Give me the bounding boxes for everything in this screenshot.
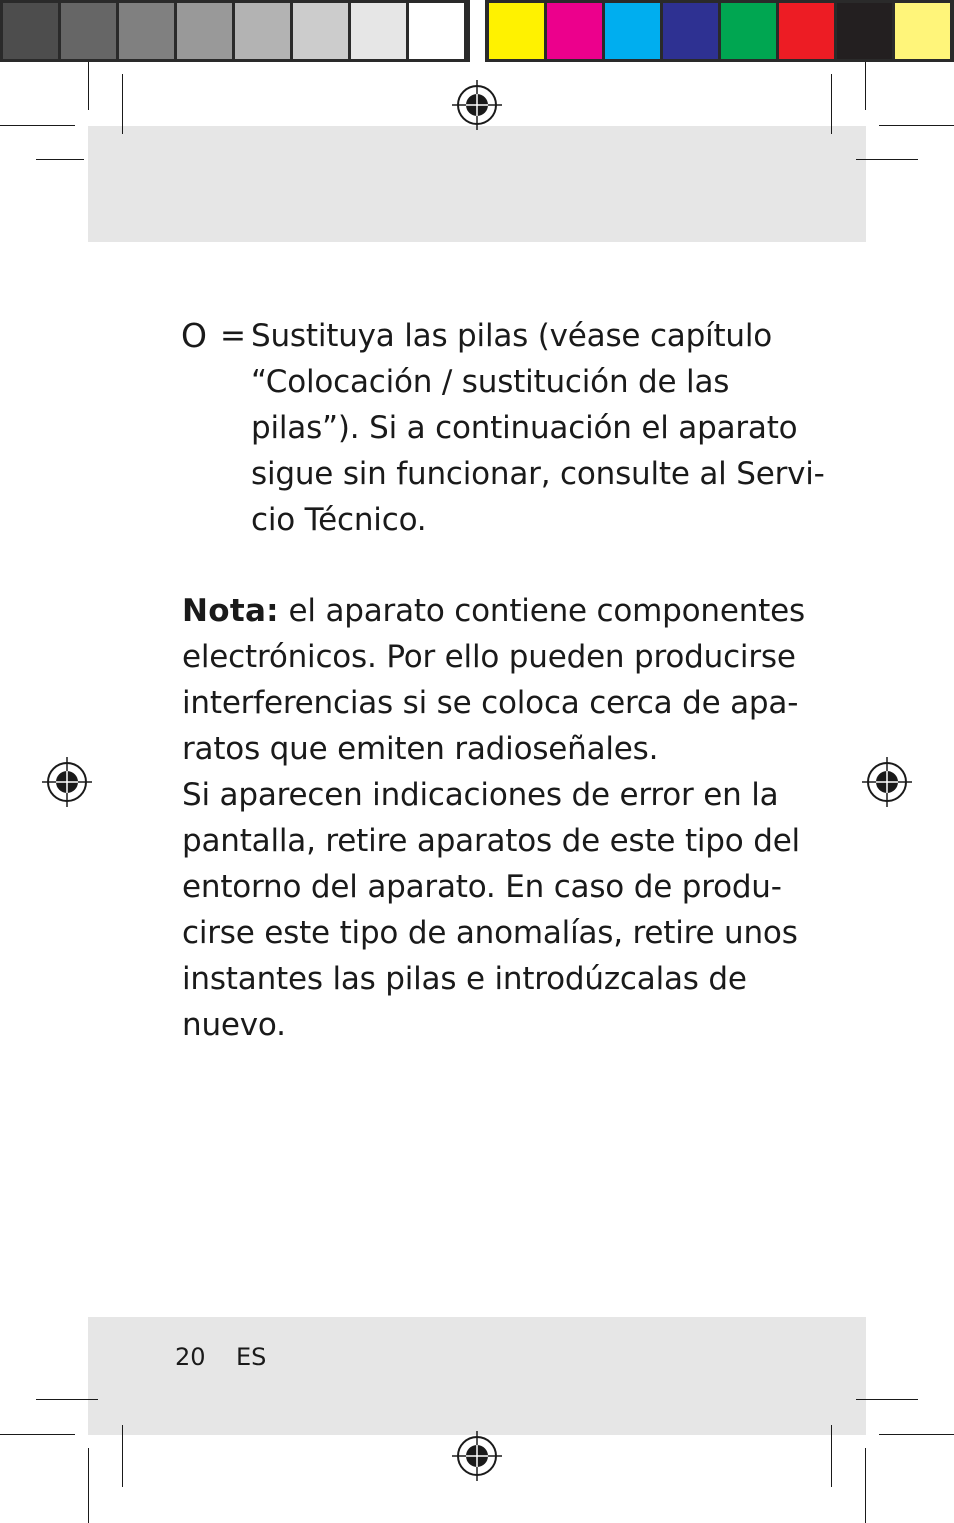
text-line: interferencias si se coloca cerca de apa-	[182, 685, 799, 721]
text-line: sigue sin funcionar, consulte al Servi-	[251, 456, 825, 492]
equals-sign: =	[220, 318, 246, 354]
footer-band	[88, 1317, 866, 1435]
crop-mark	[865, 62, 866, 110]
crop-mark	[88, 1448, 89, 1523]
gray-swatch	[177, 3, 232, 59]
text-line: entorno del aparato. En caso de produ-	[182, 869, 782, 905]
note-first-line	[182, 588, 805, 634]
gray-swatch	[293, 3, 348, 59]
crop-mark	[122, 74, 123, 134]
crop-mark	[0, 1434, 75, 1435]
registration-mark-icon	[42, 757, 92, 807]
gray-swatch	[351, 3, 406, 59]
text-line: Si aparecen indicaciones de error en la	[182, 777, 779, 813]
crop-mark	[831, 74, 832, 134]
crop-mark	[36, 159, 84, 160]
text-line: Sustituya las pilas (véase capítulo	[251, 318, 773, 354]
text-line: pilas”). Si a continuación el aparato	[251, 410, 798, 446]
color-swatch	[547, 3, 602, 59]
registration-mark-icon	[452, 80, 502, 130]
crop-mark	[0, 125, 75, 126]
color-swatch	[837, 3, 892, 59]
crop-mark	[122, 1425, 123, 1487]
gray-swatch	[61, 3, 116, 59]
page-number: 20	[175, 1343, 206, 1371]
color-swatch	[489, 3, 544, 59]
crop-mark	[36, 1399, 98, 1400]
text-line: instantes las pilas e introdúzcalas de	[182, 961, 747, 997]
gray-swatch	[3, 3, 58, 59]
color-swatch	[663, 3, 718, 59]
crop-mark	[879, 1434, 954, 1435]
text-line: pantalla, retire aparatos de este tipo del	[182, 823, 800, 859]
text-line: cirse este tipo de anomalías, retire unos	[182, 915, 798, 951]
crop-mark	[88, 62, 89, 110]
gray-swatch	[409, 3, 464, 59]
symbol-description	[251, 313, 825, 543]
color-swatch	[895, 3, 950, 59]
header-band	[88, 126, 866, 242]
text-line: “Colocación / sustitución de las	[251, 364, 730, 400]
gray-swatch	[235, 3, 290, 59]
note-first-line-text: el aparato contiene componentes	[278, 593, 805, 629]
registration-mark-icon	[862, 757, 912, 807]
crop-mark	[865, 1448, 866, 1523]
crop-mark	[879, 125, 954, 126]
text-line: nuevo.	[182, 1007, 286, 1043]
note-paragraph	[182, 588, 805, 1048]
battery-symbol: O	[181, 316, 207, 355]
language-code: ES	[236, 1343, 267, 1371]
gray-swatch	[119, 3, 174, 59]
color-swatch	[605, 3, 660, 59]
text-line: ratos que emiten radioseñales.	[182, 731, 659, 767]
crop-mark	[856, 159, 918, 160]
color-swatch	[779, 3, 834, 59]
color-swatch	[721, 3, 776, 59]
note-label: Nota:	[182, 593, 279, 629]
text-line: cio Técnico.	[251, 502, 427, 538]
registration-mark-icon	[452, 1431, 502, 1481]
crop-mark	[856, 1399, 918, 1400]
text-line: electrónicos. Por ello pueden producirse	[182, 639, 796, 675]
crop-mark	[831, 1425, 832, 1487]
